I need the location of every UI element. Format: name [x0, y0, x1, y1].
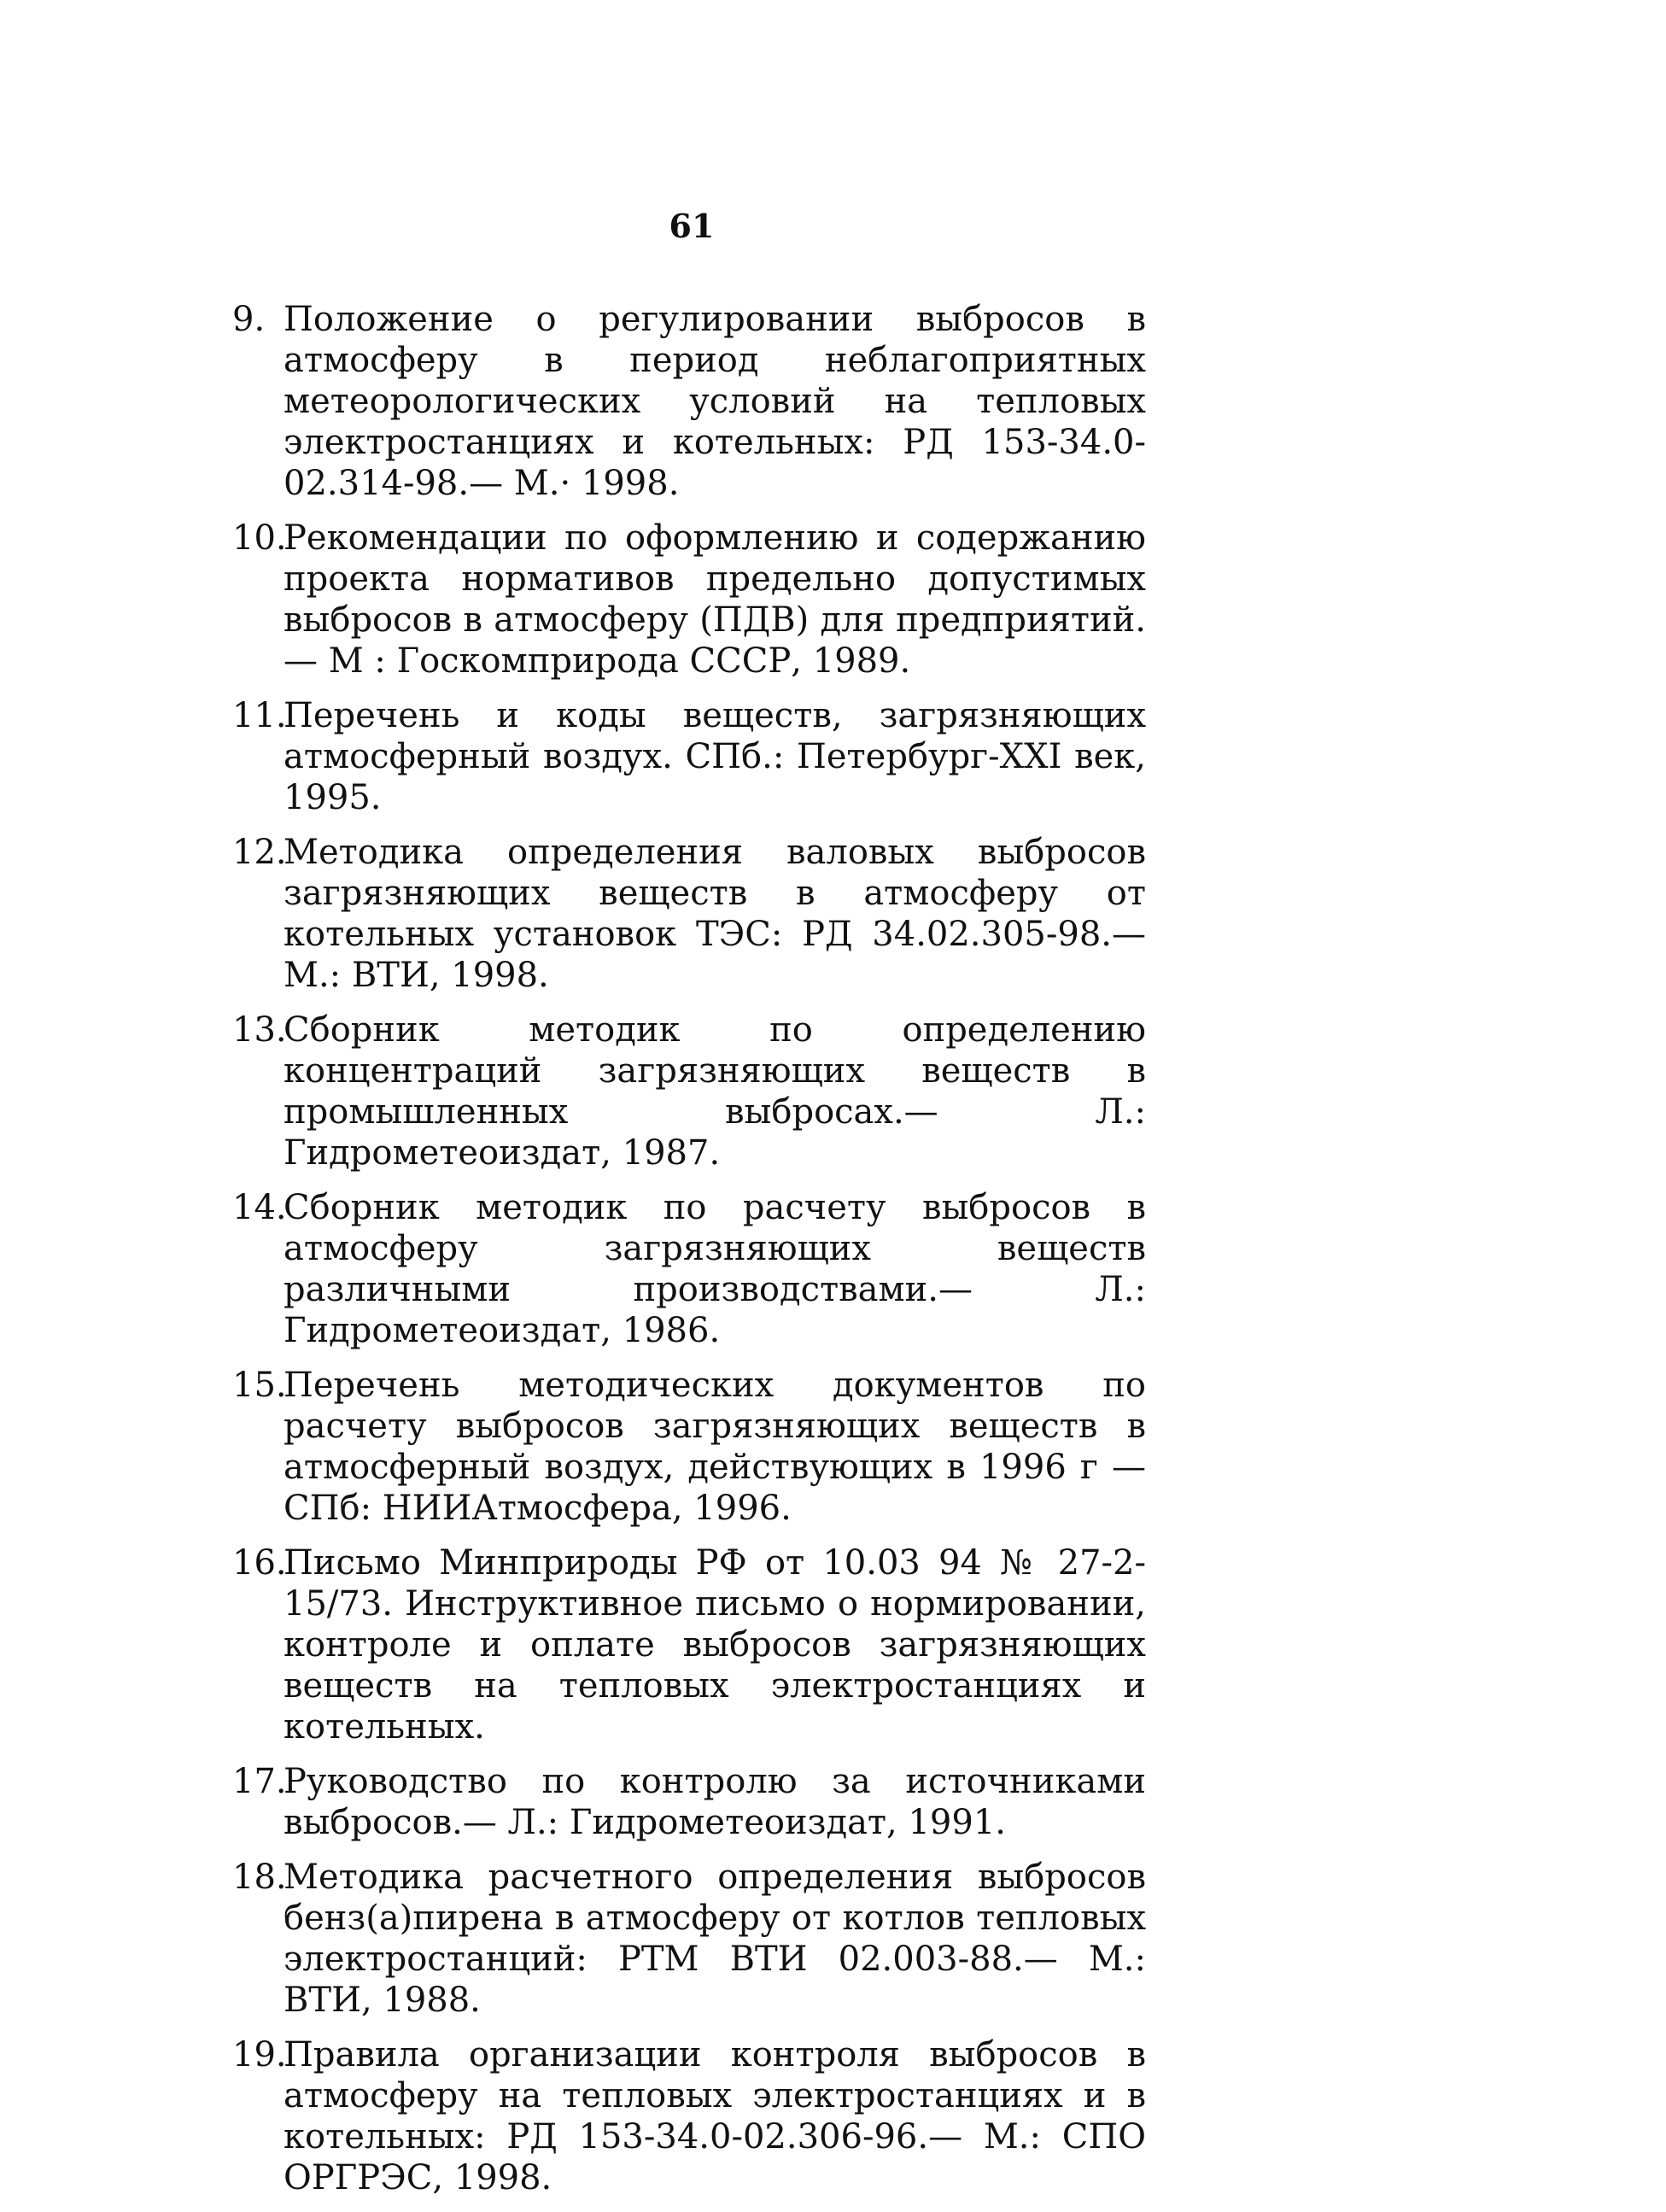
reference-number: 11. — [232, 696, 287, 735]
reference-text: Письмо Минприроды РФ от 10.03 94 № 27-2-15/73. Инструктивное письмо о нормировании, контроле и оплате выбросов загрязняющих веществ на тепловых электростанциях и котельных. — [284, 1543, 1146, 1747]
reference-item-14 — [232, 1187, 1146, 1351]
page-number: 61 — [669, 207, 715, 245]
reference-item-13 — [232, 1009, 1146, 1173]
reference-text: Перечень и коды веществ, загрязняющих атмосферный воздух. СПб.: Петербург-XXI век, 1995. — [284, 696, 1146, 817]
reference-text: Сборник методик по расчету выбросов в атмосферу загрязняющих веществ различными производствами.— Л.: Гидрометеоиздат, 1986. — [284, 1188, 1146, 1350]
reference-text: Рекомендации по оформлению и содержанию проекта нормативов предельно допустимых выбросов в атмосферу (ПДВ) для предприятий.— М : Госкомприрода СССР, 1989. — [284, 518, 1146, 681]
reference-text: Сборник методик по определению концентраций загрязняющих веществ в промышленных выбросах.— Л.: Гидрометеоиздат, 1987. — [284, 1010, 1146, 1173]
reference-number: 10. — [232, 518, 287, 558]
reference-number: 18. — [232, 1858, 287, 1897]
reference-item-9 — [232, 299, 1146, 504]
reference-number: 9. — [232, 300, 266, 339]
reference-item-15 — [232, 1365, 1146, 1529]
reference-item-11 — [232, 695, 1146, 818]
reference-list — [232, 299, 1146, 2212]
reference-text: Методика расчетного определения выбросов бенз(а)пирена в атмосферу от котлов тепловых электростанций: РТМ ВТИ 02.003-88.— М.: ВТИ, 1988. — [284, 1858, 1146, 2020]
reference-number: 14. — [232, 1188, 287, 1227]
reference-item-16 — [232, 1542, 1146, 1747]
reference-text: Методика определения валовых выбросов загрязняющих веществ в атмосферу от котельных установок ТЭС: РД 34.02.305-98.— М.: ВТИ, 1998. — [284, 833, 1146, 995]
reference-number: 19. — [232, 2035, 287, 2074]
reference-text: Перечень методических документов по расчету выбросов загрязняющих веществ в атмосферный воздух, действующих в 1996 г — СПб: НИИАтмосфера, 1996. — [284, 1366, 1146, 1528]
reference-number: 15. — [232, 1366, 287, 1405]
reference-item-17 — [232, 1761, 1146, 1843]
reference-text: Руководство по контролю за источниками выбросов.— Л.: Гидрометеоиздат, 1991. — [284, 1762, 1146, 1842]
reference-number: 16. — [232, 1543, 287, 1583]
reference-number: 13. — [232, 1010, 287, 1050]
reference-item-10 — [232, 518, 1146, 682]
reference-item-12 — [232, 832, 1146, 996]
reference-number: 17. — [232, 1762, 287, 1801]
reference-item-19 — [232, 2034, 1146, 2198]
reference-item-18 — [232, 1857, 1146, 2021]
reference-text: Правила организации контроля выбросов в атмосферу на тепловых электростанциях и в котельных: РД 153-34.0-02.306-96.— М.: СПО ОРГРЭС, 1998. — [284, 2035, 1146, 2197]
reference-text: Положение о регулировании выбросов в атмосферу в период неблагоприятных метеорологических условий на тепловых электростанциях и котельных: РД 153-34.0-02.314-98.— М.· 1998. — [284, 300, 1146, 503]
reference-number: 12. — [232, 833, 287, 872]
